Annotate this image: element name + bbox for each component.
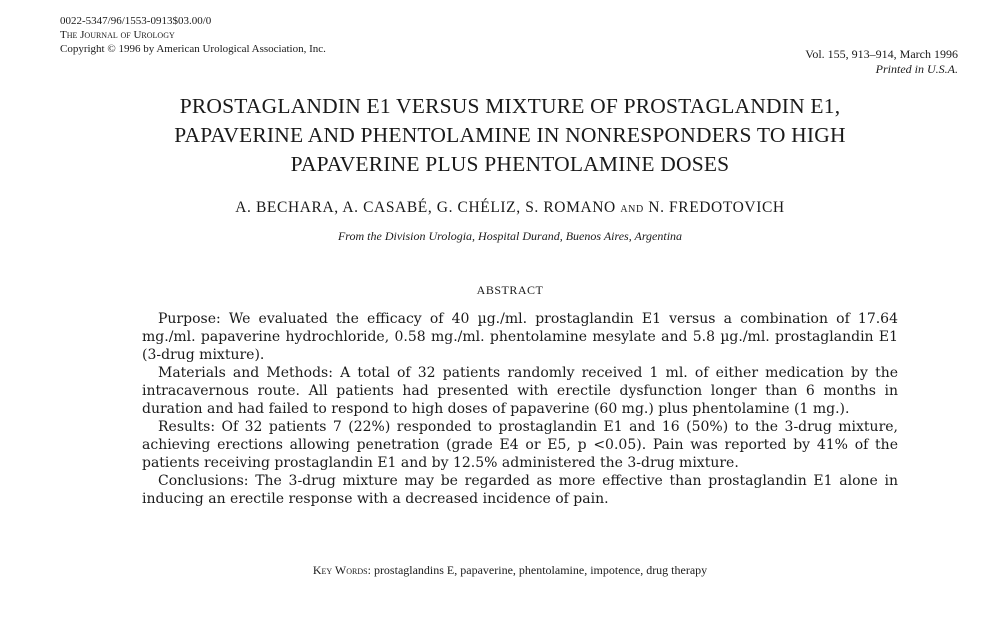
abstract-purpose: Purpose: We evaluated the efficacy of 40 µg./ml. prostaglandin E1 versus a combination of 17.64 mg./ml. papaverine hydrochloride, 0.58 mg./ml. phentolamine mesylate and 5.8 µg./ml. prostaglandin E1 (3-drug mixture). [142,311,898,363]
printed-line: Printed in U.S.A. [875,62,958,76]
abstract-conclusions: Conclusions: The 3-drug mixture may be regarded as more effective than prostaglandin E1 alone in inducing an erectile response with a decreased incidence of pain. [142,473,898,507]
journal-name: The Journal of Urology [60,29,175,41]
keywords-label: Key Words: [312,563,371,577]
abstract-methods: Materials and Methods: A total of 32 patients randomly received 1 ml. of either medication by the intracavernous route. All patients had presented with erectile dysfunction longer than 6 months in duration and had failed to respond to high doses of papaverine (60 mg.) plus phentolamine (1 mg.). [142,365,898,417]
abstract-heading: ABSTRACT [476,283,544,297]
abstract-results: Results: Of 32 patients 7 (22%) responded to prostaglandin E1 and 16 (50%) to the 3-drug mixture, achieving erections allowing penetration (grade E4 or E5, p <0.05). Pain was reported by 41% of the patients receiving prostaglandin E1 and by 12.5% administered the 3-drug mixture. [142,419,898,471]
authors-main: A. BECHARA, A. CASABÉ, G. CHÉLIZ, S. ROMANO [235,199,616,216]
volume-line: Vol. 155, 913–914, March 1996 [805,47,958,61]
journal-header [60,14,326,56]
title-line: PAPAVERINE PLUS PHENTOLAMINE DOSES [290,152,730,176]
volume-info [805,47,958,77]
abstract-body [142,310,898,508]
keywords-text: prostaglandins E, papaverine, phentolamine, impotence, drug therapy [373,563,708,577]
author-list [60,199,960,217]
title-line: PROSTAGLANDIN E1 VERSUS MIXTURE OF PROSTAGLANDIN E1, [179,94,841,118]
affiliation: From the Division Urologia, Hospital Durand, Buenos Aires, Argentina [337,229,683,243]
article-code: 0022-5347/96/1553-0913$03.00/0 [60,15,212,27]
authors-and: and [620,201,644,216]
copyright-line: Copyright © 1996 by American Urological Association, Inc. [60,43,326,55]
authors-last: N. FREDOTOVICH [648,199,785,216]
keywords [60,563,960,578]
title-line: PAPAVERINE AND PHENTOLAMINE IN NONRESPONDERS TO HIGH [174,123,846,147]
article-title [60,92,960,179]
